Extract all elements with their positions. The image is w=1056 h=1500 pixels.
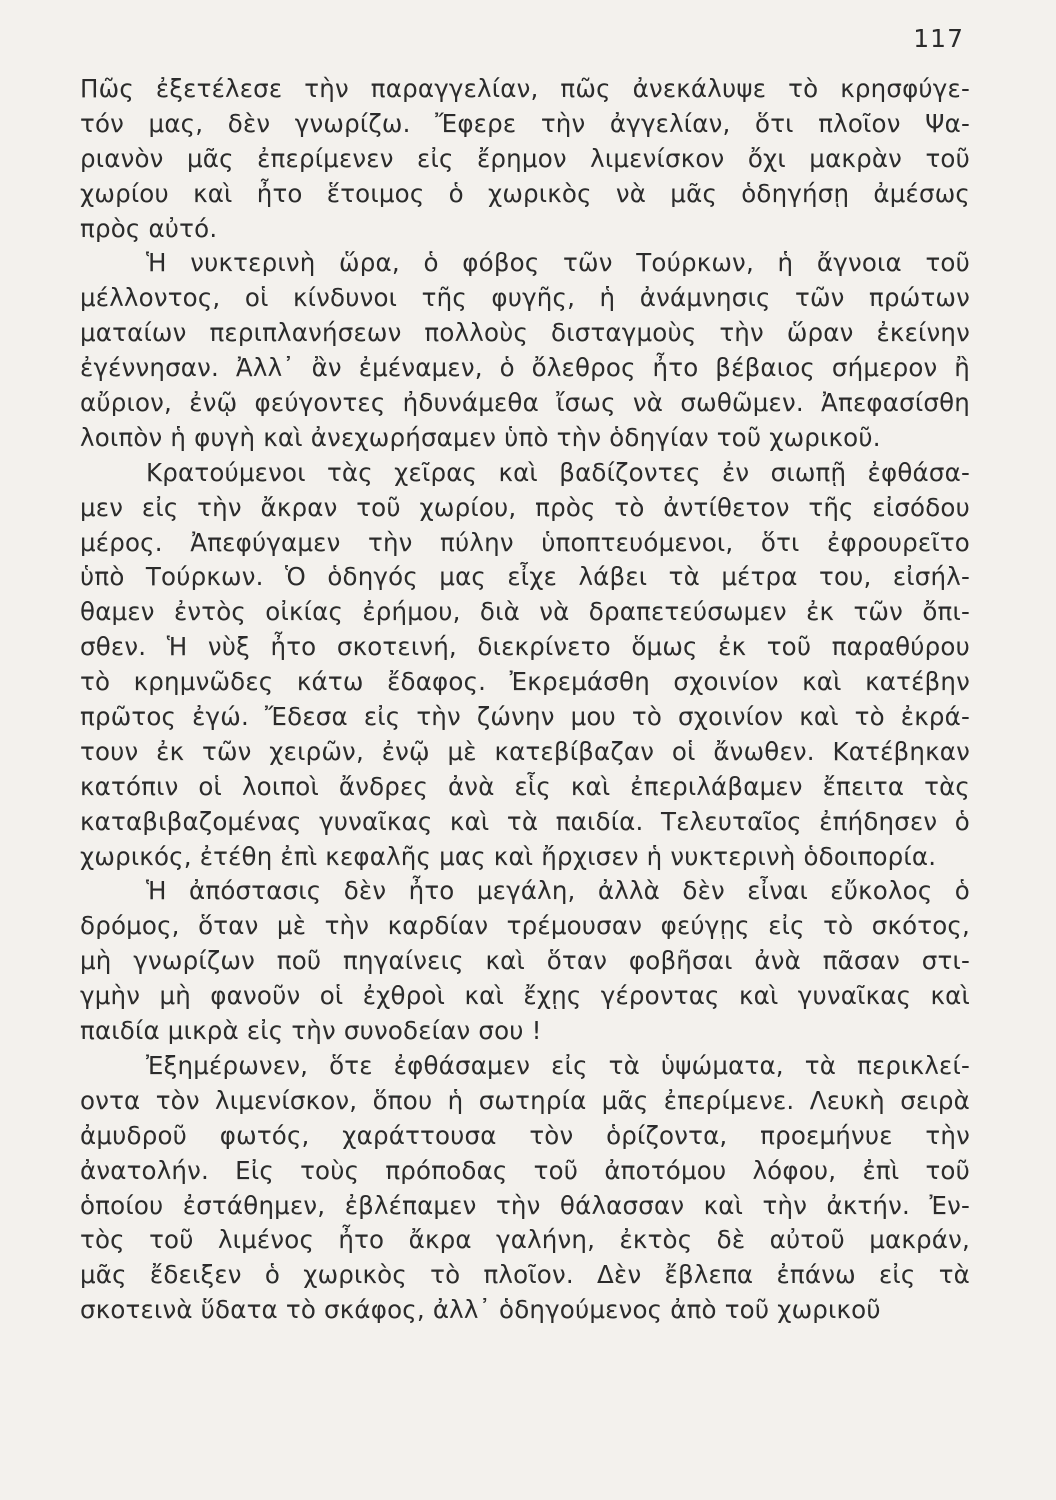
text-line: μέλλοντος, οἱ κίνδυνοι τῆς φυγῆς, ἡ ἀνάμνησις τῶν πρώτων — [80, 283, 970, 313]
body-text — [80, 72, 970, 1328]
paragraph — [80, 246, 970, 455]
text-line: μᾶς ἔδειξεν ὁ χωρικὸς τὸ πλοῖον. Δὲν ἔβλεπα ἐπάνω εἰς τὰ — [80, 1260, 970, 1290]
text-line: ἀμυδροῦ φωτός, χαράττουσα τὸν ὁρίζοντα, προεμήνυε τὴν — [80, 1120, 970, 1150]
text-line: σθεν. Ἡ νὺξ ἦτο σκοτεινή, διεκρίνετο ὅμως ἐκ τοῦ παραθύρου — [80, 632, 970, 662]
text-line: λοιπὸν ἡ φυγὴ καὶ ἀνεχωρήσαμεν ὑπὸ τὴν ὁδηγίαν τοῦ χωρικοῦ. — [80, 422, 881, 452]
text-line: τὸ κρημνῶδες κάτω ἔδαφος. Ἐκρεμάσθη σχοινίον καὶ κατέβην — [80, 667, 970, 697]
text-line: καταβιβαζομένας γυναῖκας καὶ τὰ παιδία. Τελευταῖος ἐπήδησεν ὁ — [80, 806, 970, 836]
text-line: τόν μας, δὲν γνωρίζω. Ἔφερε τὴν ἀγγελίαν, ὅτι πλοῖον Ψα- — [80, 108, 970, 138]
text-line: τὸς τοῦ λιμένος ἦτο ἄκρα γαλήνη, ἐκτὸς δὲ αὐτοῦ μακράν, — [80, 1225, 970, 1255]
text-line: δρόμος, ὅταν μὲ τὴν καρδίαν τρέμουσαν φεύγῃς εἰς τὸ σκότος, — [80, 911, 970, 941]
text-line: μεν εἰς τὴν ἄκραν τοῦ χωρίου, πρὸς τὸ ἀντίθετον τῆς εἰσόδου — [80, 492, 970, 522]
text-line: μὴ γνωρίζων ποῦ πηγαίνεις καὶ ὅταν φοβῆσαι ἀνὰ πᾶσαν στι- — [80, 946, 970, 976]
text-line: αὔριον, ἐνῷ φεύγοντες ἠδυνάμεθα ἴσως νὰ σωθῶμεν. Ἀπεφασίσθη — [80, 388, 970, 418]
text-line: κατόπιν οἱ λοιποὶ ἄνδρες ἀνὰ εἷς καὶ ἐπεριλάβαμεν ἔπειτα τὰς — [80, 771, 970, 801]
text-line: ἐγέννησαν. Ἀλλ᾿ ἂν ἐμέναμεν, ὁ ὄλεθρος ἦτο βέβαιος σήμερον ἢ — [80, 353, 970, 383]
text-line: Κρατούμενοι τὰς χεῖρας καὶ βαδίζοντες ἐν σιωπῇ ἐφθάσα- — [146, 457, 970, 487]
text-line: μέρος. Ἀπεφύγαμεν τὴν πύλην ὑποπτευόμενοι, ὅτι ἐφρουρεῖτο — [80, 527, 970, 557]
text-line: σκοτεινὰ ὕδατα τὸ σκάφος, ἀλλ᾿ ὁδηγούμενος ἀπὸ τοῦ χωρικοῦ — [80, 1295, 881, 1325]
text-line: Πῶς ἐξετέλεσε τὴν παραγγελίαν, πῶς ἀνεκάλυψε τὸ κρησφύγε- — [80, 74, 970, 103]
text-line: ριανὸν μᾶς ἐπερίμενεν εἰς ἔρημον λιμενίσκον ὄχι μακρὰν τοῦ — [80, 143, 970, 173]
text-line: οντα τὸν λιμενίσκον, ὅπου ἡ σωτηρία μᾶς ἐπερίμενε. Λευκὴ σειρὰ — [80, 1085, 970, 1115]
text-line: ὑπὸ Τούρκων. Ὁ ὁδηγός μας εἶχε λάβει τὰ μέτρα του, εἰσήλ- — [80, 562, 970, 592]
text-line: Ἐξημέρωνεν, ὅτε ἐφθάσαμεν εἰς τὰ ὑψώματα, τὰ περικλεί- — [146, 1050, 970, 1080]
page-number: 117 — [913, 24, 964, 53]
text-line: θαμεν ἐντὸς οἰκίας ἐρήμου, διὰ νὰ δραπετεύσωμεν ἐκ τῶν ὄπι- — [80, 597, 970, 627]
text-line: ὁποίου ἐστάθημεν, ἐβλέπαμεν τὴν θάλασσαν καὶ τὴν ἀκτήν. Ἐν- — [80, 1190, 970, 1220]
text-line: γμὴν μὴ φανοῦν οἱ ἐχθροὶ καὶ ἔχῃς γέροντας καὶ γυναῖκας καὶ — [80, 981, 970, 1011]
text-line: χωρικός, ἐτέθη ἐπὶ κεφαλῆς μας καὶ ἤρχισεν ἡ νυκτερινὴ ὁδοιπορία. — [80, 841, 937, 871]
text-line: τουν ἐκ τῶν χειρῶν, ἐνῷ μὲ κατεβίβαζαν οἱ ἄνωθεν. Κατέβηκαν — [80, 736, 970, 766]
text-line: Ἡ ἀπόστασις δὲν ἦτο μεγάλη, ἀλλὰ δὲν εἶναι εὔκολος ὁ — [146, 876, 970, 906]
text-line: Ἡ νυκτερινὴ ὥρα, ὁ φόβος τῶν Τούρκων, ἡ ἄγνοια τοῦ — [146, 248, 970, 278]
paragraph — [80, 874, 970, 1048]
text-line: ματαίων περιπλανήσεων πολλοὺς δισταγμοὺς τὴν ὥραν ἐκείνην — [80, 318, 970, 348]
text-line: παιδία μικρὰ εἰς τὴν συνοδείαν σου ! — [80, 1016, 542, 1046]
text-line: χωρίου καὶ ἦτο ἕτοιμος ὁ χωρικὸς νὰ μᾶς ὁδηγήσῃ ἀμέσως — [80, 178, 970, 208]
paragraph — [80, 1049, 970, 1328]
text-line: πρὸς αὐτό. — [80, 213, 218, 243]
text-line: πρῶτος ἐγώ. Ἔδεσα εἰς τὴν ζώνην μου τὸ σχοινίον καὶ τὸ ἐκρά- — [80, 702, 970, 732]
paragraph — [80, 456, 970, 875]
text-line: ἀνατολήν. Εἰς τοὺς πρόποδας τοῦ ἀποτόμου λόφου, ἐπὶ τοῦ — [80, 1155, 970, 1185]
paragraph — [80, 72, 970, 246]
